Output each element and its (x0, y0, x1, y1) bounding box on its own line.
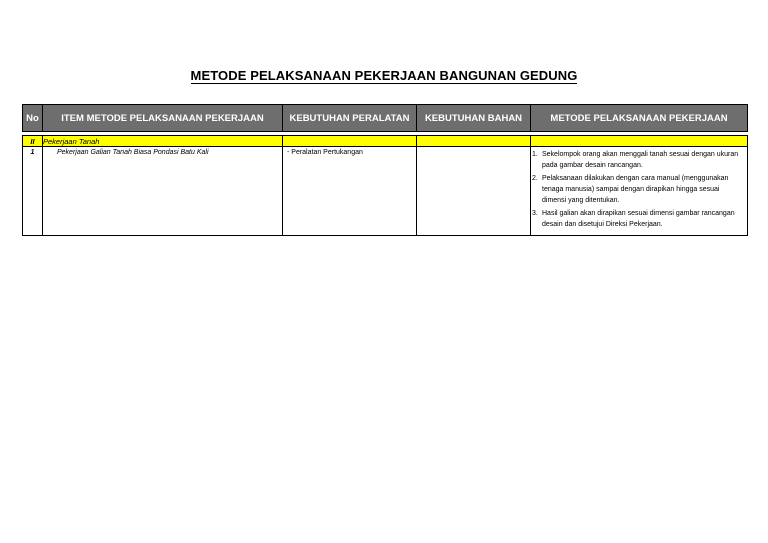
method-list (531, 149, 745, 230)
header-equipment: KEBUTUHAN PERALATAN (283, 105, 417, 132)
method-step: 3. Hasil galian akan dirapikan sesuai dimensi gambar rancangan desain dan disetujui Direksi Pekerjaan. (531, 208, 745, 230)
header-item: ITEM METODE PELAKSANAAN PEKERJAAN (43, 105, 283, 132)
header-method: METODE PELAKSANAAN PEKERJAAN (531, 105, 748, 132)
section-equipment-cell (283, 136, 417, 147)
header-material: KEBUTUHAN BAHAN (417, 105, 531, 132)
equipment-text: - Peralatan Pertukangan (287, 149, 363, 156)
method-step: 1. Sekelompok orang akan menggali tanah sesuai dengan ukuran pada gambar desain rancangan. (531, 149, 745, 171)
method-step-text: Sekelompok orang akan menggali tanah sesuai dengan ukuran pada gambar desain rancangan. (542, 151, 739, 169)
header-no: No (23, 105, 43, 132)
equipment-cell (283, 147, 417, 236)
item-cell (43, 147, 283, 236)
section-number: II (23, 136, 43, 147)
section-label: Pekerjaan Tanah (43, 136, 283, 147)
material-cell (417, 147, 531, 236)
section-material-cell (417, 136, 531, 147)
header-row (23, 105, 748, 132)
section-method-cell (531, 136, 748, 147)
method-cell (531, 147, 748, 236)
method-step-text: Pelaksanaan dilakukan dengan cara manual (menggunakan tenaga manusia) sampai dengan dirapikan hingga sesuai dimensi yang ditentukan. (542, 175, 729, 204)
page-title: METODE PELAKSANAAN PEKERJAAN BANGUNAN GEDUNG (190, 68, 578, 83)
method-step: 2. Pelaksanaan dilakukan dengan cara manual (menggunakan tenaga manusia) sampai dengan dirapikan hingga sesuai dimensi yang ditentukan. (531, 173, 745, 206)
item-number: 1 (23, 147, 43, 236)
method-step-text: Hasil galian akan dirapikan sesuai dimensi gambar rancangan desain dan disetujui Direksi Pekerjaan. (542, 210, 735, 228)
method-table (22, 104, 748, 236)
item-name: Pekerjaan Galian Tanah Biasa Pondasi Batu Kali (57, 149, 209, 156)
table-row (23, 147, 748, 236)
section-row (23, 136, 748, 147)
